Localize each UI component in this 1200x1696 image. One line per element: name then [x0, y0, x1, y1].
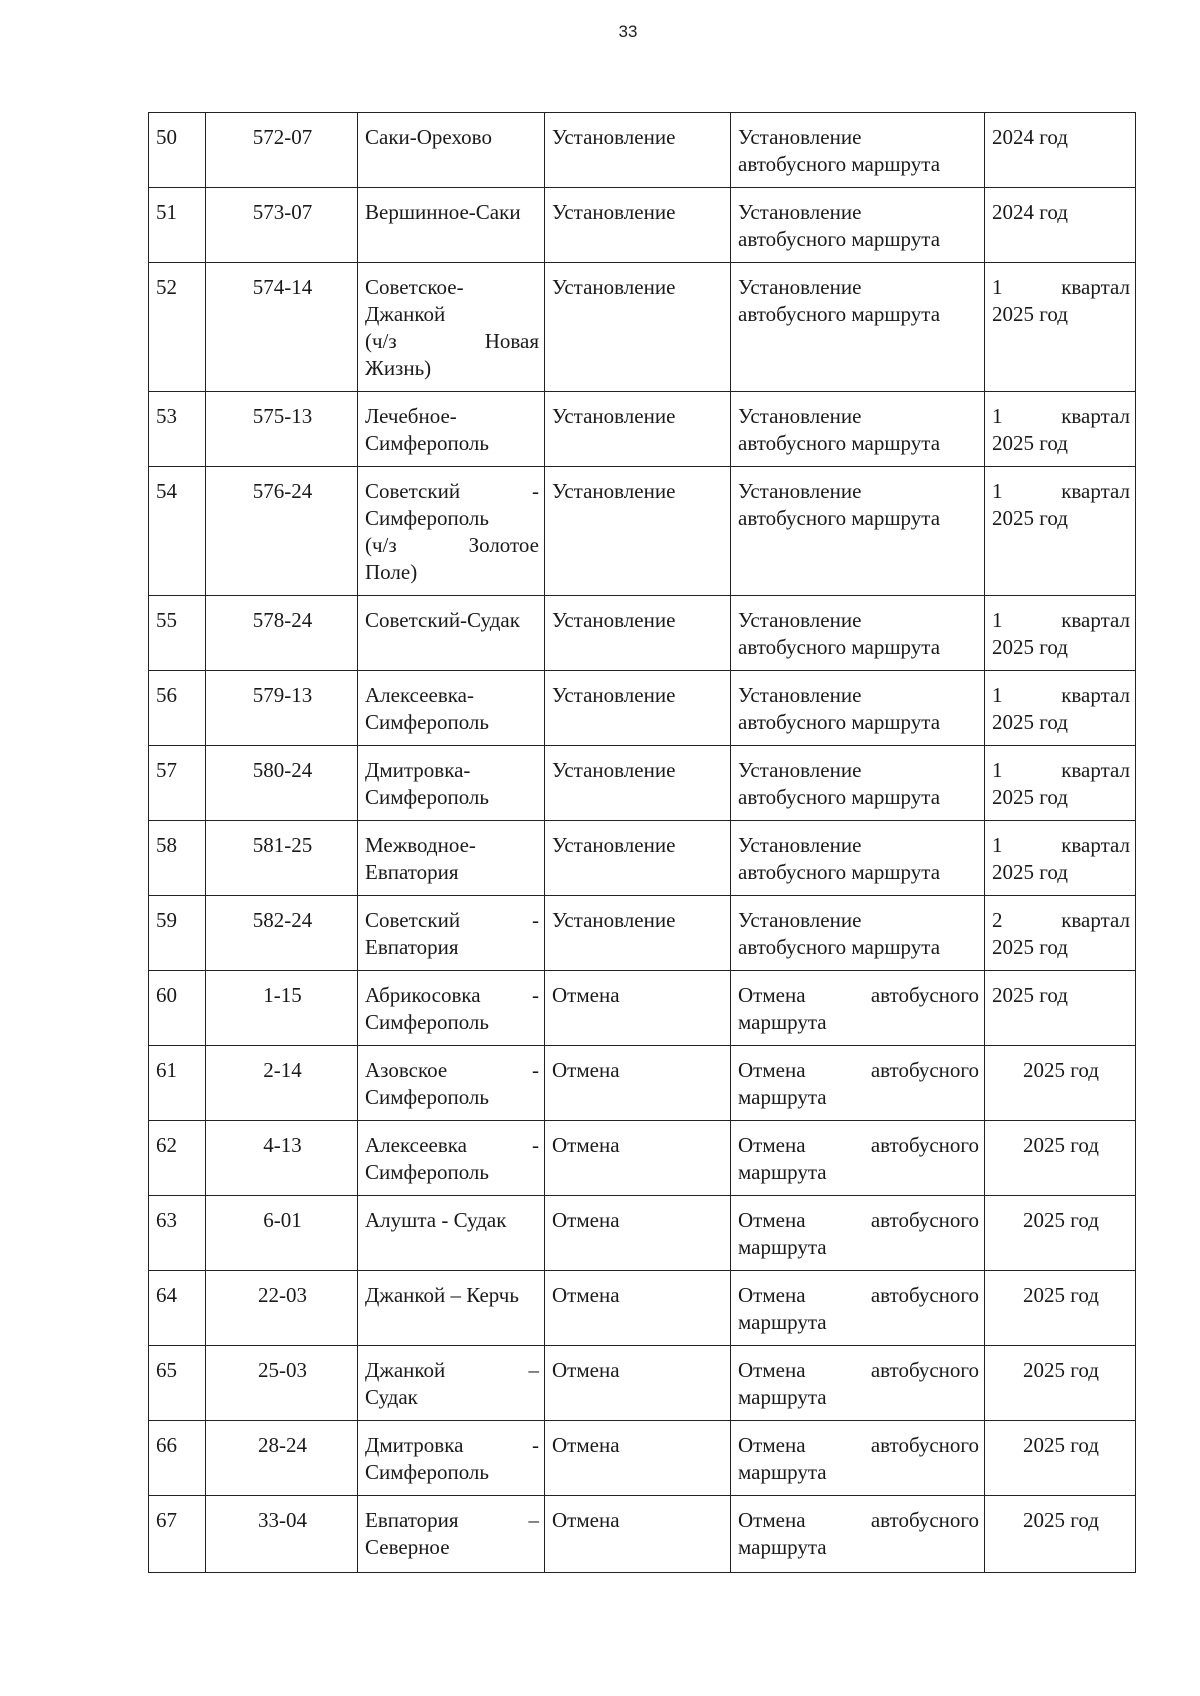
table-row — [149, 392, 1136, 467]
period-cell — [985, 1421, 1136, 1496]
route-name-cell — [358, 1121, 545, 1196]
period-line: 2025 год — [992, 635, 1068, 659]
row-number-cell: 62 — [149, 1121, 206, 1196]
period-cell — [985, 821, 1136, 896]
row-number-cell: 52 — [149, 263, 206, 392]
action-line: маршрута — [738, 1235, 827, 1259]
action-cell — [731, 1046, 985, 1121]
route-name-line: Симферополь — [365, 506, 489, 530]
period-line: 1 квартал — [992, 275, 1130, 299]
period-cell — [985, 1496, 1136, 1573]
change-type-cell: Отмена — [545, 1271, 731, 1346]
action-line: Установление — [738, 683, 862, 707]
action-cell — [731, 1271, 985, 1346]
period-line: 2025 год — [1023, 1508, 1099, 1532]
action-line: Отмена автобусного — [738, 1283, 979, 1307]
action-line: Отмена автобусного — [738, 1133, 979, 1157]
action-cell — [731, 746, 985, 821]
action-line: автобусного маршрута — [738, 152, 941, 176]
route-name-line: Поле) — [365, 560, 418, 584]
route-name-cell — [358, 971, 545, 1046]
action-line: Установление — [738, 833, 862, 857]
route-code-cell: 1-15 — [206, 971, 358, 1046]
route-name-line: Евпатория – — [365, 1508, 539, 1532]
table-row — [149, 263, 1136, 392]
row-number-cell: 53 — [149, 392, 206, 467]
change-type-cell: Установление — [545, 671, 731, 746]
action-line: маршрута — [738, 1385, 827, 1409]
route-code-cell: 582-24 — [206, 896, 358, 971]
row-number-cell: 50 — [149, 113, 206, 188]
route-name-line: Джанкой — [365, 302, 446, 326]
route-code-cell: 581-25 — [206, 821, 358, 896]
period-cell — [985, 1196, 1136, 1271]
period-cell — [985, 188, 1136, 263]
table-row — [149, 188, 1136, 263]
period-cell — [985, 1121, 1136, 1196]
period-line: 2025 год — [992, 431, 1068, 455]
period-cell — [985, 467, 1136, 596]
action-cell — [731, 188, 985, 263]
table-row — [149, 821, 1136, 896]
table-row — [149, 896, 1136, 971]
route-name-cell — [358, 113, 545, 188]
row-number-cell: 56 — [149, 671, 206, 746]
action-line: Установление — [738, 608, 862, 632]
action-line: автобусного маршрута — [738, 935, 941, 959]
change-type-cell: Установление — [545, 113, 731, 188]
row-number-cell: 59 — [149, 896, 206, 971]
change-type-cell: Установление — [545, 596, 731, 671]
row-number-cell: 57 — [149, 746, 206, 821]
change-type-cell: Отмена — [545, 971, 731, 1046]
route-code-cell: 4-13 — [206, 1121, 358, 1196]
action-line: Установление — [738, 200, 862, 224]
period-cell — [985, 671, 1136, 746]
period-line: 2025 год — [1023, 1133, 1099, 1157]
action-cell — [731, 971, 985, 1046]
change-type-cell: Отмена — [545, 1496, 731, 1573]
route-code-cell: 573-07 — [206, 188, 358, 263]
action-cell — [731, 671, 985, 746]
route-name-line: Алексеевка- — [365, 683, 474, 707]
action-line: автобусного маршрута — [738, 710, 941, 734]
period-line: 2 квартал — [992, 908, 1130, 932]
period-cell — [985, 263, 1136, 392]
row-number-cell: 67 — [149, 1496, 206, 1573]
period-cell — [985, 392, 1136, 467]
action-line: автобусного маршрута — [738, 302, 941, 326]
route-code-cell: 580-24 — [206, 746, 358, 821]
row-number-cell: 54 — [149, 467, 206, 596]
table-row — [149, 1121, 1136, 1196]
action-cell — [731, 596, 985, 671]
table-row — [149, 1496, 1136, 1573]
route-name-line: Симферополь — [365, 785, 489, 809]
action-line: маршрута — [738, 1535, 827, 1559]
action-line: маршрута — [738, 1010, 827, 1034]
period-cell — [985, 1271, 1136, 1346]
route-code-cell: 2-14 — [206, 1046, 358, 1121]
route-name-cell — [358, 596, 545, 671]
table-row — [149, 746, 1136, 821]
route-name-cell — [358, 1046, 545, 1121]
route-name-line: Советское- — [365, 275, 464, 299]
change-type-cell: Отмена — [545, 1121, 731, 1196]
action-line: Отмена автобусного — [738, 1508, 979, 1532]
action-line: Отмена автобусного — [738, 1358, 979, 1382]
action-cell — [731, 1121, 985, 1196]
change-type-cell: Установление — [545, 896, 731, 971]
route-name-cell — [358, 392, 545, 467]
route-name-line: Азовское - — [365, 1058, 539, 1082]
table-row — [149, 113, 1136, 188]
action-line: Установление — [738, 908, 862, 932]
action-line: Отмена автобусного — [738, 1208, 979, 1232]
route-name-line: Симферополь — [365, 1085, 489, 1109]
period-line: 1 квартал — [992, 758, 1130, 782]
route-name-cell — [358, 1346, 545, 1421]
route-name-cell — [358, 821, 545, 896]
period-line: 2025 год — [992, 785, 1068, 809]
period-cell — [985, 596, 1136, 671]
route-name-line: Советский-Судак — [365, 608, 520, 632]
action-line: маршрута — [738, 1460, 827, 1484]
route-name-line: Советский - — [365, 908, 539, 932]
route-name-line: Джанкой – — [365, 1358, 539, 1382]
period-line: 2025 год — [1023, 1283, 1099, 1307]
period-line: 2025 год — [1023, 1208, 1099, 1232]
action-cell — [731, 263, 985, 392]
action-line: Установление — [738, 125, 862, 149]
action-line: Установление — [738, 404, 862, 428]
period-line: 2025 год — [1023, 1358, 1099, 1382]
route-name-cell — [358, 1271, 545, 1346]
action-cell — [731, 896, 985, 971]
period-line: 1 квартал — [992, 683, 1130, 707]
route-code-cell: 22-03 — [206, 1271, 358, 1346]
route-name-line: Симферополь — [365, 1160, 489, 1184]
action-line: автобусного маршрута — [738, 860, 941, 884]
period-line: 2025 год — [992, 302, 1068, 326]
route-name-cell — [358, 188, 545, 263]
action-line: маршрута — [738, 1085, 827, 1109]
route-code-cell: 25-03 — [206, 1346, 358, 1421]
route-name-line: Вершинное-Саки — [365, 200, 521, 224]
action-line: автобусного маршрута — [738, 227, 941, 251]
action-line: автобусного маршрута — [738, 785, 941, 809]
route-name-cell — [358, 746, 545, 821]
action-line: Отмена автобусного — [738, 1058, 979, 1082]
route-code-cell: 578-24 — [206, 596, 358, 671]
route-name-line: Евпатория — [365, 860, 459, 884]
period-line: 2025 год — [1023, 1433, 1099, 1457]
route-name-line: Дмитровка - — [365, 1433, 539, 1457]
route-name-line: Дмитровка- — [365, 758, 471, 782]
table-row — [149, 467, 1136, 596]
route-code-cell: 579-13 — [206, 671, 358, 746]
route-name-cell — [358, 896, 545, 971]
action-line: маршрута — [738, 1160, 827, 1184]
period-line: 1 квартал — [992, 404, 1130, 428]
action-cell — [731, 113, 985, 188]
action-cell — [731, 821, 985, 896]
table-row — [149, 596, 1136, 671]
route-name-cell — [358, 1421, 545, 1496]
row-number-cell: 55 — [149, 596, 206, 671]
route-code-cell: 6-01 — [206, 1196, 358, 1271]
period-line: 2025 год — [992, 983, 1068, 1007]
action-line: Установление — [738, 758, 862, 782]
table-row — [149, 1196, 1136, 1271]
change-type-cell: Установление — [545, 188, 731, 263]
action-line: Установление — [738, 479, 862, 503]
route-name-line: Симферополь — [365, 1010, 489, 1034]
period-cell — [985, 1346, 1136, 1421]
period-cell — [985, 896, 1136, 971]
route-name-cell — [358, 263, 545, 392]
period-line: 2025 год — [992, 710, 1068, 734]
action-cell — [731, 467, 985, 596]
route-code-cell: 576-24 — [206, 467, 358, 596]
route-name-line: Симферополь — [365, 1460, 489, 1484]
period-line: 2025 год — [1023, 1058, 1099, 1082]
route-name-line: Лечебное- — [365, 404, 457, 428]
route-name-line: Алексеевка - — [365, 1133, 539, 1157]
row-number-cell: 66 — [149, 1421, 206, 1496]
period-cell — [985, 746, 1136, 821]
route-code-cell: 33-04 — [206, 1496, 358, 1573]
period-cell — [985, 113, 1136, 188]
route-name-line: Евпатория — [365, 935, 459, 959]
row-number-cell: 61 — [149, 1046, 206, 1121]
period-line: 2025 год — [992, 860, 1068, 884]
route-name-line: Симферополь — [365, 710, 489, 734]
table-row — [149, 671, 1136, 746]
route-name-cell — [358, 467, 545, 596]
table-row — [149, 1421, 1136, 1496]
period-line: 2024 год — [992, 125, 1068, 149]
row-number-cell: 60 — [149, 971, 206, 1046]
table-row — [149, 1046, 1136, 1121]
period-line: 2024 год — [992, 200, 1068, 224]
action-cell — [731, 392, 985, 467]
route-name-cell — [358, 1496, 545, 1573]
action-cell — [731, 1196, 985, 1271]
route-name-cell — [358, 671, 545, 746]
change-type-cell: Установление — [545, 392, 731, 467]
table-row — [149, 1271, 1136, 1346]
page-number: 33 — [618, 22, 638, 41]
change-type-cell: Отмена — [545, 1046, 731, 1121]
route-name-line: Абрикосовка - — [365, 983, 539, 1007]
action-cell — [731, 1346, 985, 1421]
route-code-cell: 575-13 — [206, 392, 358, 467]
action-line: автобусного маршрута — [738, 635, 941, 659]
route-code-cell: 28-24 — [206, 1421, 358, 1496]
action-line: автобусного маршрута — [738, 431, 941, 455]
action-line: Установление — [738, 275, 862, 299]
table-row — [149, 1346, 1136, 1421]
action-line: автобусного маршрута — [738, 506, 941, 530]
change-type-cell: Установление — [545, 821, 731, 896]
route-name-cell — [358, 1196, 545, 1271]
row-number-cell: 64 — [149, 1271, 206, 1346]
change-type-cell: Установление — [545, 263, 731, 392]
period-line: 1 квартал — [992, 479, 1130, 503]
route-name-line: Симферополь — [365, 431, 489, 455]
route-name-line: Джанкой – Керчь — [365, 1283, 519, 1307]
period-cell — [985, 1046, 1136, 1121]
route-name-line: Северное — [365, 1535, 450, 1559]
row-number-cell: 63 — [149, 1196, 206, 1271]
row-number-cell: 65 — [149, 1346, 206, 1421]
action-line: Отмена автобусного — [738, 1433, 979, 1457]
period-line: 2025 год — [992, 935, 1068, 959]
route-name-line: Жизнь) — [365, 356, 432, 380]
action-line: маршрута — [738, 1310, 827, 1334]
route-name-line: Межводное- — [365, 833, 476, 857]
period-cell — [985, 971, 1136, 1046]
route-name-line: Саки-Орехово — [365, 125, 492, 149]
route-name-line: Советский - — [365, 479, 539, 503]
row-number-cell: 51 — [149, 188, 206, 263]
change-type-cell: Установление — [545, 746, 731, 821]
change-type-cell: Отмена — [545, 1196, 731, 1271]
change-type-cell: Отмена — [545, 1346, 731, 1421]
routes-table-body — [149, 113, 1136, 1573]
route-code-cell: 574-14 — [206, 263, 358, 392]
action-cell — [731, 1421, 985, 1496]
route-name-line: (ч/з Новая — [365, 329, 539, 353]
row-number-cell: 58 — [149, 821, 206, 896]
route-code-cell: 572-07 — [206, 113, 358, 188]
period-line: 2025 год — [992, 506, 1068, 530]
period-line: 1 квартал — [992, 608, 1130, 632]
change-type-cell: Отмена — [545, 1421, 731, 1496]
change-type-cell: Установление — [545, 467, 731, 596]
routes-table — [148, 112, 1136, 1573]
action-cell — [731, 1496, 985, 1573]
route-name-line: (ч/з Золотое — [365, 533, 539, 557]
route-name-line: Судак — [365, 1385, 418, 1409]
route-name-line: Алушта - Судак — [365, 1208, 507, 1232]
period-line: 1 квартал — [992, 833, 1130, 857]
table-row — [149, 971, 1136, 1046]
action-line: Отмена автобусного — [738, 983, 979, 1007]
